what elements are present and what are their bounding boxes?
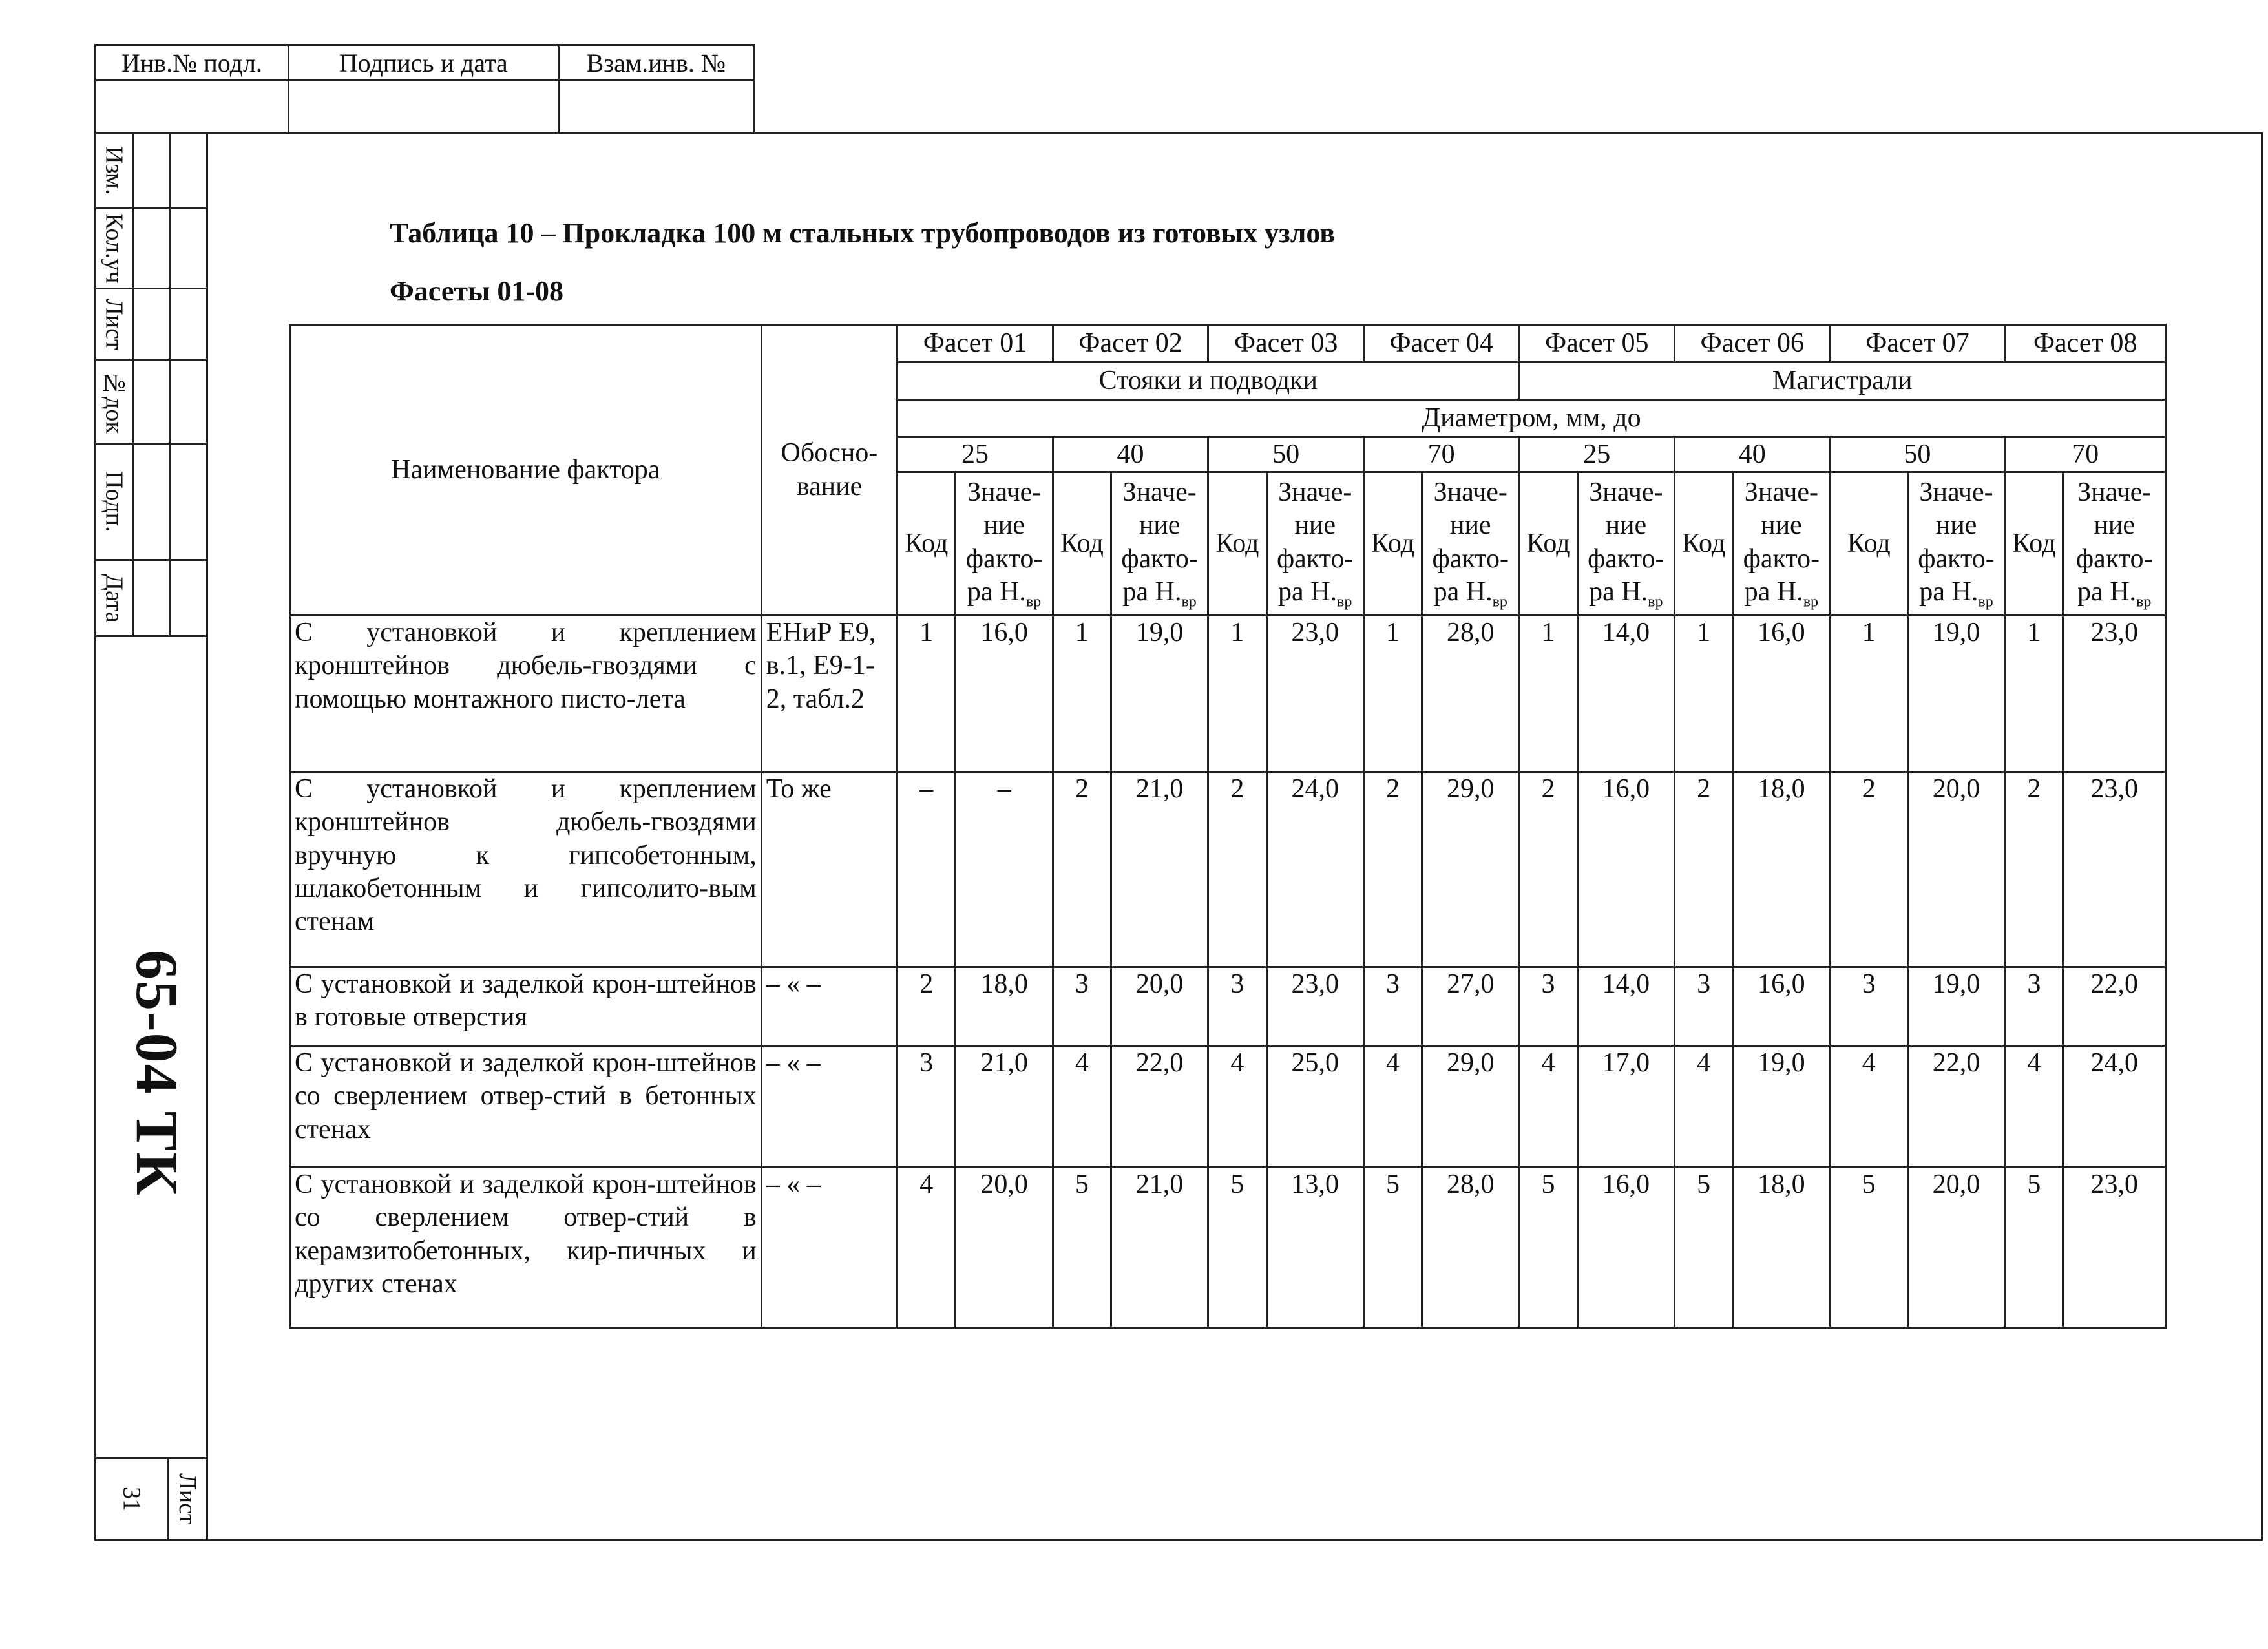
code-subheader: Код [1363, 472, 1422, 616]
code-cell: 4 [1363, 1046, 1422, 1168]
code-subheader: Код [1519, 472, 1577, 616]
top-stamp [94, 44, 755, 134]
code-cell: 3 [898, 1046, 956, 1168]
diameter-value: 25 [1519, 437, 1675, 472]
table-row [290, 967, 2166, 1046]
code-cell: 1 [1675, 616, 1733, 772]
value-cell: 29,0 [1422, 772, 1519, 967]
value-cell: 20,0 [1111, 967, 1208, 1046]
factor-cell: С установкой и креплением кронштейнов дюбель-гвоздями с помощью монтажного писто-лета [290, 616, 762, 772]
value-subheader [1422, 472, 1519, 616]
value-subheader-subscript: вр [1803, 593, 1819, 611]
facet-header: Фасет 06 [1675, 325, 1831, 362]
code-cell: 3 [1053, 967, 1111, 1046]
value-cell: 22,0 [2063, 967, 2166, 1046]
value-subheader-subscript: вр [2136, 593, 2152, 611]
basis-header: Обосно-вание [761, 325, 897, 616]
revision-block [94, 132, 208, 637]
value-subheader-subscript: вр [1978, 593, 1993, 611]
code-cell: 2 [1519, 772, 1577, 967]
value-cell: 19,0 [1907, 616, 2004, 772]
podp-label: Подп. [100, 471, 128, 532]
replace-inv-value [558, 81, 753, 134]
diameter-value: 40 [1675, 437, 1831, 472]
value-cell: 22,0 [1907, 1046, 2004, 1168]
code-cell: 2 [2005, 772, 2063, 967]
value-subheader [1733, 472, 1830, 616]
value-cell: 23,0 [1266, 967, 1363, 1046]
code-cell: 3 [2005, 967, 2063, 1046]
value-cell: 23,0 [2063, 1168, 2166, 1328]
code-cell: 1 [1053, 616, 1111, 772]
value-cell: 16,0 [1577, 1168, 1674, 1328]
code-cell: 3 [1363, 967, 1422, 1046]
value-cell: 14,0 [1577, 616, 1674, 772]
code-cell: 3 [1675, 967, 1733, 1046]
value-subheader [1111, 472, 1208, 616]
value-cell: 18,0 [956, 967, 1053, 1046]
code-subheader: Код [1208, 472, 1266, 616]
value-subheader [1266, 472, 1363, 616]
group-risers-header: Стояки и подводки [898, 362, 1519, 400]
facet-header: Фасет 07 [1830, 325, 2005, 362]
value-subheader-text: Значе-ние факто-ра Н. [1432, 478, 1509, 607]
value-cell: 29,0 [1422, 1046, 1519, 1168]
factor-cell: С установкой и креплением кронштейнов дюбель-гвоздями вручную к гипсобетонным, шлакобетонным и гипсолито-вым стенам [290, 772, 762, 967]
code-cell: 4 [1519, 1046, 1577, 1168]
code-cell: 4 [2005, 1046, 2063, 1168]
izm-label: Изм. [100, 146, 128, 195]
diameter-value: 70 [1363, 437, 1519, 472]
value-cell: 16,0 [1733, 616, 1830, 772]
diameter-value: 50 [1208, 437, 1364, 472]
kol-uch-label: Кол.уч [100, 213, 128, 284]
value-subheader-text: Значе-ние факто-ра Н. [1121, 478, 1198, 607]
code-cell: 4 [1675, 1046, 1733, 1168]
code-cell: 1 [898, 616, 956, 772]
value-cell: 19,0 [1907, 967, 2004, 1046]
data-label: Дата [100, 573, 128, 623]
replace-inv-label: Взам.инв. № [558, 45, 753, 81]
value-cell: 21,0 [1111, 1168, 1208, 1328]
code-cell: 1 [1208, 616, 1266, 772]
value-cell: 28,0 [1422, 616, 1519, 772]
value-cell: 24,0 [2063, 1046, 2166, 1168]
value-subheader [1907, 472, 2004, 616]
value-cell: – [956, 772, 1053, 967]
code-subheader: Код [1830, 472, 1907, 616]
code-cell: 3 [1519, 967, 1577, 1046]
sheet-label: Лист [173, 1473, 201, 1525]
basis-cell: ЕНиР Е9, в.1, Е9-1-2, табл.2 [761, 616, 897, 772]
value-cell: 24,0 [1266, 772, 1363, 967]
sheet-number: 31 [118, 1487, 145, 1511]
value-cell: 19,0 [1111, 616, 1208, 772]
signature-date-label: Подпись и дата [288, 45, 558, 81]
code-subheader: Код [2005, 472, 2063, 616]
value-subheader-text: Значе-ние факто-ра Н. [2075, 478, 2153, 607]
table-row [290, 616, 2166, 772]
n-dok-label: №док [100, 370, 128, 434]
value-subheader-subscript: вр [1492, 593, 1507, 611]
value-cell: 23,0 [2063, 616, 2166, 772]
code-cell: 5 [1675, 1168, 1733, 1328]
signature-date-value [288, 81, 558, 134]
facet-header: Фасет 08 [2005, 325, 2166, 362]
code-subheader: Код [1675, 472, 1733, 616]
value-cell: 20,0 [1907, 1168, 2004, 1328]
basis-cell: То же [761, 772, 897, 967]
value-subheader-subscript: вр [1337, 593, 1352, 611]
value-subheader-subscript: вр [1181, 593, 1197, 611]
code-cell: 5 [1363, 1168, 1422, 1328]
document-code: 65-04 ТК [124, 950, 190, 1197]
facet-header: Фасет 02 [1053, 325, 1208, 362]
value-cell: 16,0 [1733, 967, 1830, 1046]
code-cell: 3 [1830, 967, 1907, 1046]
code-cell: 5 [1519, 1168, 1577, 1328]
sheet-number-box [94, 1457, 208, 1541]
facet-header: Фасет 05 [1519, 325, 1675, 362]
value-cell: 21,0 [1111, 772, 1208, 967]
code-subheader: Код [1053, 472, 1111, 616]
code-cell: 2 [1363, 772, 1422, 967]
value-cell: 18,0 [1733, 1168, 1830, 1328]
factor-cell: С установкой и заделкой крон-штейнов со сверлением отвер-стий в керамзитобетонных, кир-пичных и других стенах [290, 1168, 762, 1328]
code-cell: 1 [1519, 616, 1577, 772]
code-cell: 5 [1830, 1168, 1907, 1328]
value-subheader-text: Значе-ние факто-ра Н. [1588, 478, 1664, 607]
inv-no-label: Инв.№ подл. [96, 45, 289, 81]
table-title: Таблица 10 – Прокладка 100 м стальных трубопроводов из готовых узлов [390, 217, 1336, 249]
value-subheader-text: Значе-ние факто-ра Н. [965, 478, 1043, 607]
code-cell: 2 [1675, 772, 1733, 967]
diameter-value: 70 [2005, 437, 2166, 472]
code-cell: 2 [1053, 772, 1111, 967]
value-cell: 19,0 [1733, 1046, 1830, 1168]
diameter-value: 50 [1830, 437, 2005, 472]
group-mains-header: Магистрали [1519, 362, 2166, 400]
code-cell: 2 [1208, 772, 1266, 967]
value-cell: 20,0 [956, 1168, 1053, 1328]
value-cell: 18,0 [1733, 772, 1830, 967]
code-subheader: Код [898, 472, 956, 616]
factor-header: Наименование фактора [290, 325, 762, 616]
value-cell: 21,0 [956, 1046, 1053, 1168]
code-cell: 4 [898, 1168, 956, 1328]
code-cell: 1 [2005, 616, 2063, 772]
value-cell: 16,0 [1577, 772, 1674, 967]
value-subheader-text: Значе-ние факто-ра Н. [1743, 478, 1820, 607]
diameter-value: 40 [1053, 437, 1208, 472]
code-cell: 2 [1830, 772, 1907, 967]
code-cell: 1 [1363, 616, 1422, 772]
value-cell: 25,0 [1266, 1046, 1363, 1168]
value-cell: 22,0 [1111, 1046, 1208, 1168]
table-row [290, 772, 2166, 967]
value-cell: 14,0 [1577, 967, 1674, 1046]
facet-header: Фасет 01 [898, 325, 1053, 362]
code-cell: – [898, 772, 956, 967]
facet-header: Фасет 04 [1363, 325, 1519, 362]
value-subheader [2063, 472, 2166, 616]
code-cell: 5 [2005, 1168, 2063, 1328]
value-subheader-subscript: вр [1648, 593, 1663, 611]
value-subheader [956, 472, 1053, 616]
value-subheader-text: Значе-ние факто-ра Н. [1918, 478, 1995, 607]
factor-cell: С установкой и заделкой крон-штейнов со сверлением отвер-стий в бетонных стенах [290, 1046, 762, 1168]
code-cell: 5 [1053, 1168, 1111, 1328]
value-subheader-text: Значе-ние факто-ра Н. [1276, 478, 1354, 607]
diameter-value: 25 [898, 437, 1053, 472]
code-cell: 5 [1208, 1168, 1266, 1328]
table-row [290, 1168, 2166, 1328]
diameter-header: Диаметром, мм, до [898, 400, 2166, 437]
basis-cell: – « – [761, 967, 897, 1046]
value-subheader [1577, 472, 1674, 616]
code-cell: 4 [1053, 1046, 1111, 1168]
code-cell: 4 [1208, 1046, 1266, 1168]
inv-no-value [96, 81, 289, 134]
value-cell: 23,0 [1266, 616, 1363, 772]
value-cell: 27,0 [1422, 967, 1519, 1046]
value-cell: 17,0 [1577, 1046, 1674, 1168]
value-cell: 28,0 [1422, 1168, 1519, 1328]
list-label: Лист [100, 298, 128, 350]
code-cell: 4 [1830, 1046, 1907, 1168]
value-cell: 16,0 [956, 616, 1053, 772]
code-cell: 2 [898, 967, 956, 1046]
value-cell: 13,0 [1266, 1168, 1363, 1328]
table-row [290, 1046, 2166, 1168]
basis-cell: – « – [761, 1168, 897, 1328]
norms-table [289, 324, 2167, 1329]
value-cell: 20,0 [1907, 772, 2004, 967]
factor-cell: С установкой и заделкой крон-штейнов в готовые отверстия [290, 967, 762, 1046]
basis-cell: – « – [761, 1046, 897, 1168]
code-cell: 1 [1830, 616, 1907, 772]
value-cell: 23,0 [2063, 772, 2166, 967]
facet-header: Фасет 03 [1208, 325, 1364, 362]
value-subheader-subscript: вр [1025, 593, 1042, 611]
table-subtitle: Фасеты 01-08 [390, 275, 564, 307]
code-cell: 3 [1208, 967, 1266, 1046]
